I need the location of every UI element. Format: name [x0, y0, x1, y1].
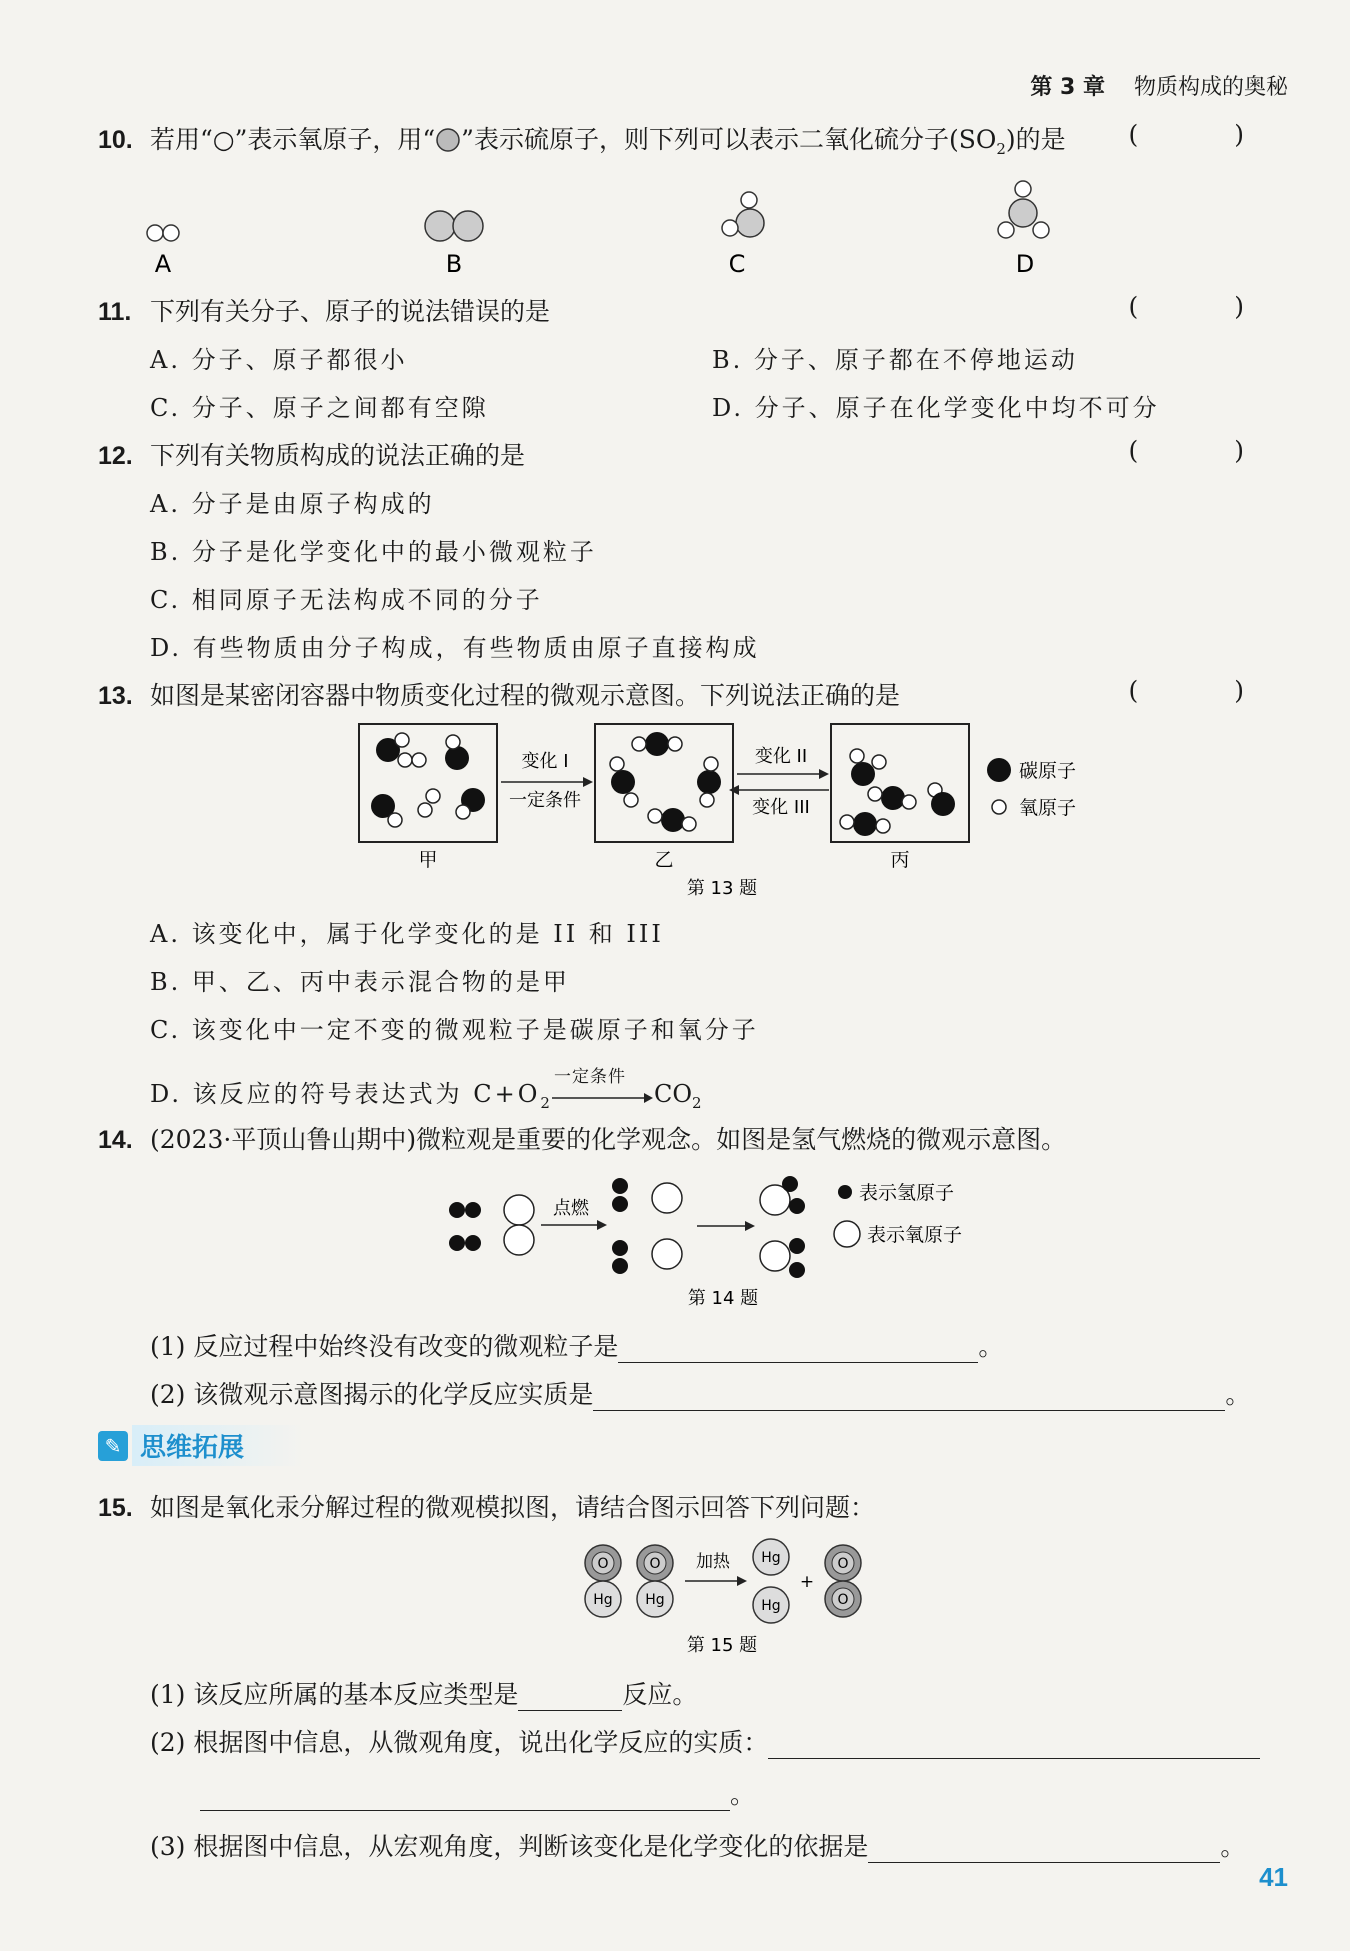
arrow-label: 加热	[696, 1552, 730, 1572]
option-b[interactable]: B. 分子、原子都在不停地运动	[712, 346, 1078, 374]
figure-caption: 第 13 题	[686, 878, 758, 899]
option-label: B	[445, 250, 463, 275]
answer-blank[interactable]	[768, 1734, 1260, 1759]
arrow-label: 点燃	[553, 1198, 589, 1219]
sulfur-atom-icon	[435, 127, 461, 153]
reaction-condition: 一定条件	[553, 1066, 626, 1087]
mercury-label: Hg	[761, 1598, 781, 1614]
oxygen-label: O	[837, 1556, 849, 1572]
sub-question-text: (3) 根据图中信息，从宏观角度，判断该变化是化学变化的依据是	[150, 1832, 869, 1861]
option-d[interactable]	[150, 1066, 705, 1112]
option-d[interactable]: D. 有些物质由分子构成，有些物质由原子直接构成	[150, 634, 760, 662]
q15-figure	[575, 1535, 875, 1665]
question-12	[98, 436, 525, 472]
option-c-molecule[interactable]	[722, 192, 764, 237]
option-label: C	[728, 250, 746, 275]
question-13	[98, 676, 900, 712]
reaction-arrow	[550, 1066, 654, 1112]
answer-paren[interactable]: ( )	[1128, 676, 1288, 705]
sub-question-text: (2) 该微观示意图揭示的化学反应实质是	[150, 1380, 594, 1409]
option-d[interactable]: D. 分子、原子在化学变化中均不可分	[712, 394, 1160, 422]
oxygen-label: O	[597, 1556, 609, 1572]
answer-blank[interactable]	[593, 1386, 1225, 1411]
option-c[interactable]: C. 该变化中一定不变的微观粒子是碳原子和氧分子	[150, 1016, 759, 1044]
q15-sub1	[150, 1675, 697, 1711]
question-stem: 如图是氧化汞分解过程的微观模拟图，请结合图示回答下列问题：	[150, 1493, 876, 1522]
section-header	[98, 1425, 304, 1466]
pencil-icon: ✎	[98, 1431, 128, 1461]
period: 。	[978, 1332, 1004, 1361]
answer-blank[interactable]	[868, 1838, 1220, 1863]
question-number: 13.	[98, 682, 133, 710]
answer-blank[interactable]	[618, 1338, 978, 1363]
box-label: 甲	[418, 849, 438, 871]
arrow3-label: 变化 III	[752, 797, 810, 818]
subscript: 2	[996, 140, 1006, 158]
question-number: 12.	[98, 442, 133, 470]
q15-sub3	[150, 1827, 1245, 1863]
oxygen-label: O	[837, 1592, 849, 1608]
question-15	[98, 1488, 875, 1524]
arrow2-label: 变化 II	[754, 746, 808, 767]
plus-sign: +	[799, 1572, 815, 1592]
chapter-number: 第 3 章	[1030, 75, 1105, 100]
sub-question-text: (1) 反应过程中始终没有改变的微观粒子是	[150, 1332, 619, 1361]
answer-paren[interactable]: ( )	[1128, 292, 1288, 321]
legend-oxygen: 氧原子	[1019, 797, 1077, 819]
question-number: 14.	[98, 1126, 133, 1154]
option-a-molecule[interactable]	[147, 225, 179, 241]
sub-question-text: (1) 该反应所属的基本反应类型是	[150, 1680, 519, 1709]
option-a[interactable]: A. 分子是由原子构成的	[150, 490, 435, 518]
mercury-label: Hg	[593, 1592, 613, 1608]
option-c[interactable]: C. 相同原子无法构成不同的分子	[150, 586, 543, 614]
page-header	[1030, 70, 1288, 101]
legend-carbon: 碳原子	[1019, 760, 1077, 782]
option-b[interactable]: B. 分子是化学变化中的最小微观粒子	[150, 538, 597, 566]
q14-sub2	[150, 1375, 1250, 1411]
question-stem-cont: ”表示硫原子，则下列可以表示二氧化硫分子(SO	[461, 125, 997, 154]
period: 。	[1225, 1380, 1251, 1409]
figure-caption: 第 14 题	[687, 1288, 759, 1309]
option-d-molecule[interactable]	[998, 181, 1049, 238]
oxygen-atom-icon	[992, 800, 1006, 814]
subscript: 2	[692, 1093, 705, 1112]
answer-paren[interactable]: ( )	[1128, 436, 1288, 465]
mercury-label: Hg	[761, 1550, 781, 1566]
legend-oxygen: 表示氧原子	[867, 1224, 963, 1246]
oxygen-atom-icon	[834, 1221, 860, 1247]
legend-hydrogen: 表示氢原子	[859, 1182, 955, 1204]
q14-sub1	[150, 1327, 1003, 1363]
box-label: 乙	[654, 849, 674, 871]
figure-caption: 第 15 题	[686, 1635, 758, 1656]
carbon-atom-icon	[987, 758, 1011, 782]
chapter-title: 物质构成的奥秘	[1133, 75, 1288, 100]
question-number: 15.	[98, 1494, 133, 1522]
q13-figure	[355, 720, 1105, 900]
option-b[interactable]: B. 甲、乙、丙中表示混合物的是甲	[150, 968, 570, 996]
box-label: 丙	[890, 849, 910, 871]
oxygen-label: O	[649, 1556, 661, 1572]
question-stem: 下列有关分子、原子的说法错误的是	[150, 297, 551, 326]
question-stem: 若用“○”表示氧原子，用“	[150, 125, 436, 154]
q15-sub2	[150, 1723, 1260, 1759]
hydrogen-atom-icon	[838, 1185, 852, 1199]
question-stem: 如图是某密闭容器中物质变化过程的微观示意图。下列说法正确的是	[150, 681, 901, 710]
arrow1-label: 变化 I	[521, 751, 569, 772]
page-number: 41	[1259, 1862, 1288, 1892]
option-a[interactable]: A. 分子、原子都很小	[150, 346, 408, 374]
question-11	[98, 292, 550, 328]
question-14	[98, 1120, 1066, 1156]
question-stem: 下列有关物质构成的说法正确的是	[150, 441, 526, 470]
question-10	[98, 120, 1066, 158]
subscript: 2	[540, 1093, 550, 1112]
answer-blank[interactable]	[518, 1686, 622, 1711]
reaction-product: CO	[653, 1080, 693, 1108]
section-title: 思维拓展	[132, 1425, 304, 1466]
period: 。	[730, 1780, 756, 1809]
option-label: A	[154, 250, 172, 275]
answer-paren[interactable]: ( )	[1128, 120, 1288, 149]
option-label: D	[1015, 250, 1035, 275]
sub-question-text: (2) 根据图中信息，从微观角度，说出化学反应的实质：	[150, 1728, 769, 1757]
answer-blank[interactable]	[200, 1786, 730, 1811]
option-b-molecule[interactable]	[425, 211, 483, 241]
period: 。	[1220, 1832, 1246, 1861]
sub-question-text-end: 反应。	[622, 1680, 698, 1709]
question-number: 11.	[98, 298, 132, 326]
option-d-text: D. 该反应的符号表达式为 C+O	[150, 1080, 541, 1108]
q14-figure	[445, 1170, 1025, 1310]
option-a[interactable]: A. 该变化中，属于化学变化的是 II 和 III	[150, 920, 664, 948]
question-stem: (2023·平顶山鲁山期中)微粒观是重要的化学观念。如图是氢气燃烧的微观示意图。	[150, 1125, 1067, 1154]
option-c[interactable]: C. 分子、原子之间都有空隙	[150, 394, 489, 422]
q15-sub2-cont	[200, 1775, 755, 1811]
arrow1-condition: 一定条件	[509, 790, 581, 811]
question-stem-end: )的是	[1005, 125, 1066, 154]
question-number: 10.	[98, 126, 133, 154]
q10-options-figure	[130, 175, 1090, 275]
mercury-label: Hg	[645, 1592, 665, 1608]
